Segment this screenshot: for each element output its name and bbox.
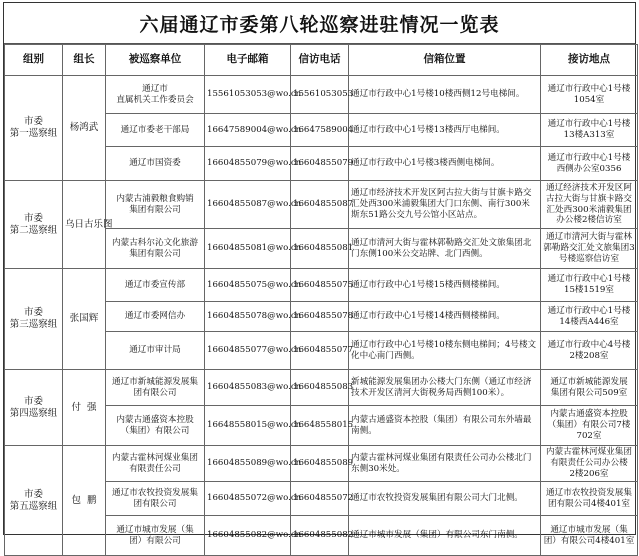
group-name: 市委 第二巡察组 — [5, 181, 63, 269]
email-address: 16604855072@wo.cn — [205, 482, 291, 516]
email-address: 16647589004@wo.cn — [205, 114, 291, 147]
mailbox-location: 内蒙古通盛资本控股（集团）有限公司东外墙最南侧。 — [349, 406, 541, 446]
header-unit: 被巡察单位 — [106, 45, 205, 76]
inspected-unit: 内蒙古通盛资本控股 （集团）有限公司 — [106, 406, 205, 446]
email-address: 16648558015@wo.cn — [205, 406, 291, 446]
inspected-unit: 内蒙古霍林河煤业集团 有限责任公司 — [106, 446, 205, 482]
table-row — [5, 181, 638, 229]
mailbox-location: 内蒙古霍林河煤业集团有限责任公司办公楼北门东侧30米处。 — [349, 446, 541, 482]
document-page — [3, 2, 636, 546]
petition-phone: 16604855077 — [291, 332, 349, 370]
petition-phone: 16604855078 — [291, 302, 349, 332]
inspected-unit: 内蒙古浦毅粮食购销 集团有限公司 — [106, 181, 205, 229]
table-row — [5, 446, 638, 482]
reception-place: 通辽市新城能源发展 集团有限公司509室 — [541, 370, 638, 406]
group-name: 市委 第四巡察组 — [5, 370, 63, 446]
mailbox-location: 通辽市清河大街与霍林郭勒路交汇处文旅集团北门东侧100米公交站牌、北门西侧。 — [349, 229, 541, 269]
mailbox-location: 通辽市经济技术开发区阿古拉大街与甘旗卡路交汇处西300米浦毅集团大门口东侧、南行300米斯东51路公交九号公馆小区站点。 — [349, 181, 541, 229]
reception-place: 通辽市行政中心1号楼 14楼西A446室 — [541, 302, 638, 332]
group-name: 市委 第一巡察组 — [5, 76, 63, 181]
header-email: 电子邮箱 — [205, 45, 291, 76]
group-leader: 张国辉 — [63, 269, 106, 370]
table-row — [5, 370, 638, 406]
mailbox-location: 通辽市行政中心1号楼10楼东侧电梯间；4号楼文化中心南门西侧。 — [349, 332, 541, 370]
petition-phone: 16604855075 — [291, 269, 349, 302]
table-row — [5, 76, 638, 114]
email-address: 16604855087@wo.cn — [205, 181, 291, 229]
mailbox-location: 通辽市行政中心1号楼13楼西厅电梯间。 — [349, 114, 541, 147]
reception-place: 内蒙古通盛资本控股 （集团）有限公司7楼 702室 — [541, 406, 638, 446]
email-address: 16604855081@wo.cn — [205, 229, 291, 269]
email-address: 16604855082@wo.cn — [205, 516, 291, 556]
email-address: 16604855077@wo.cn — [205, 332, 291, 370]
table-row — [5, 269, 638, 302]
mailbox-location: 通辽市行政中心1号楼10楼西侧12号电梯间。 — [349, 76, 541, 114]
table-body — [5, 76, 638, 556]
mailbox-location: 通辽市城市发展（集团）有限公司东门南侧。 — [349, 516, 541, 556]
mailbox-location: 通辽市农牧投资发展集团有限公司大门北侧。 — [349, 482, 541, 516]
group-leader: 付 强 — [63, 370, 106, 446]
inspected-unit: 通辽市委网信办 — [106, 302, 205, 332]
petition-phone: 16604855083 — [291, 370, 349, 406]
inspected-unit: 通辽市城市发展（集 团）有限公司 — [106, 516, 205, 556]
email-address: 16604855078@wo.cn — [205, 302, 291, 332]
reception-place: 通辽市城市发展（集 团）有限公司4楼401室 — [541, 516, 638, 556]
email-address: 15561053053@wo.cn — [205, 76, 291, 114]
petition-phone: 16648558015 — [291, 406, 349, 446]
inspected-unit: 通辽市审计局 — [106, 332, 205, 370]
mailbox-location: 通辽市行政中心1号楼3楼西侧电梯间。 — [349, 147, 541, 181]
petition-phone: 16604855081 — [291, 229, 349, 269]
group-name: 市委 第三巡察组 — [5, 269, 63, 370]
inspected-unit: 通辽市委老干部局 — [106, 114, 205, 147]
reception-place: 通辽经济技术开发区阿古拉大街与甘旗卡路交汇处西300米浦毅集团办公楼2楼信访室 — [541, 181, 638, 229]
mailbox-location: 新城能源发展集团办公楼大门东侧（通辽市经济技术开发区清河大街税务局西侧100米）。 — [349, 370, 541, 406]
inspection-table — [4, 44, 638, 556]
inspected-unit: 通辽市委宣传部 — [106, 269, 205, 302]
reception-place: 通辽市行政中心4号楼 2楼208室 — [541, 332, 638, 370]
petition-phone: 16604855089 — [291, 446, 349, 482]
reception-place: 通辽市行政中心1号楼 13楼A313室 — [541, 114, 638, 147]
header-group: 组别 — [5, 45, 63, 76]
reception-place: 内蒙古霍林河煤业集团 有限责任公司办公楼 2楼206室 — [541, 446, 638, 482]
reception-place: 通辽市农牧投资发展集 团有限公司4楼401室 — [541, 482, 638, 516]
header-phone: 信访电话 — [291, 45, 349, 76]
petition-phone: 15561053053 — [291, 76, 349, 114]
petition-phone: 16604855082 — [291, 516, 349, 556]
group-leader: 杨鸿武 — [63, 76, 106, 181]
inspected-unit: 通辽市新城能源发展集 团有限公司 — [106, 370, 205, 406]
petition-phone: 16604855079 — [291, 147, 349, 181]
inspected-unit: 通辽市农牧投资发展集 团有限公司 — [106, 482, 205, 516]
header-mailbox: 信箱位置 — [349, 45, 541, 76]
inspected-unit: 通辽市国资委 — [106, 147, 205, 181]
group-leader: 乌日古乐图 — [63, 181, 106, 269]
inspected-unit: 内蒙古科尔沁文化旅游 集团有限公司 — [106, 229, 205, 269]
petition-phone: 16604855087 — [291, 181, 349, 229]
mailbox-location: 通辽市行政中心1号楼14楼西侧楼梯间。 — [349, 302, 541, 332]
email-address: 16604855083@wo.cn — [205, 370, 291, 406]
petition-phone: 16604855072 — [291, 482, 349, 516]
table-header-row — [5, 45, 638, 76]
reception-place: 通辽市清河大街与霍林郭勒路交汇处文旅集团3号楼巡察信访室 — [541, 229, 638, 269]
header-leader: 组长 — [63, 45, 106, 76]
email-address: 16604855089@wo.cn — [205, 446, 291, 482]
petition-phone: 16647589004 — [291, 114, 349, 147]
reception-place: 通辽市行政中心1号楼 1054室 — [541, 76, 638, 114]
header-place: 接访地点 — [541, 45, 638, 76]
reception-place: 通辽市行政中心1号楼 西侧办公室0356 — [541, 147, 638, 181]
reception-place: 通辽市行政中心1号楼 15楼1519室 — [541, 269, 638, 302]
inspected-unit: 通辽市 直属机关工作委员会 — [106, 76, 205, 114]
email-address: 16604855075@wo.cn — [205, 269, 291, 302]
email-address: 16604855079@wo.cn — [205, 147, 291, 181]
mailbox-location: 通辽市行政中心1号楼15楼西侧楼梯间。 — [349, 269, 541, 302]
page-title: 六届通辽市委第八轮巡察进驻情况一览表 — [4, 3, 635, 44]
group-name: 市委 第五巡察组 — [5, 446, 63, 556]
group-leader: 包 鹏 — [63, 446, 106, 556]
